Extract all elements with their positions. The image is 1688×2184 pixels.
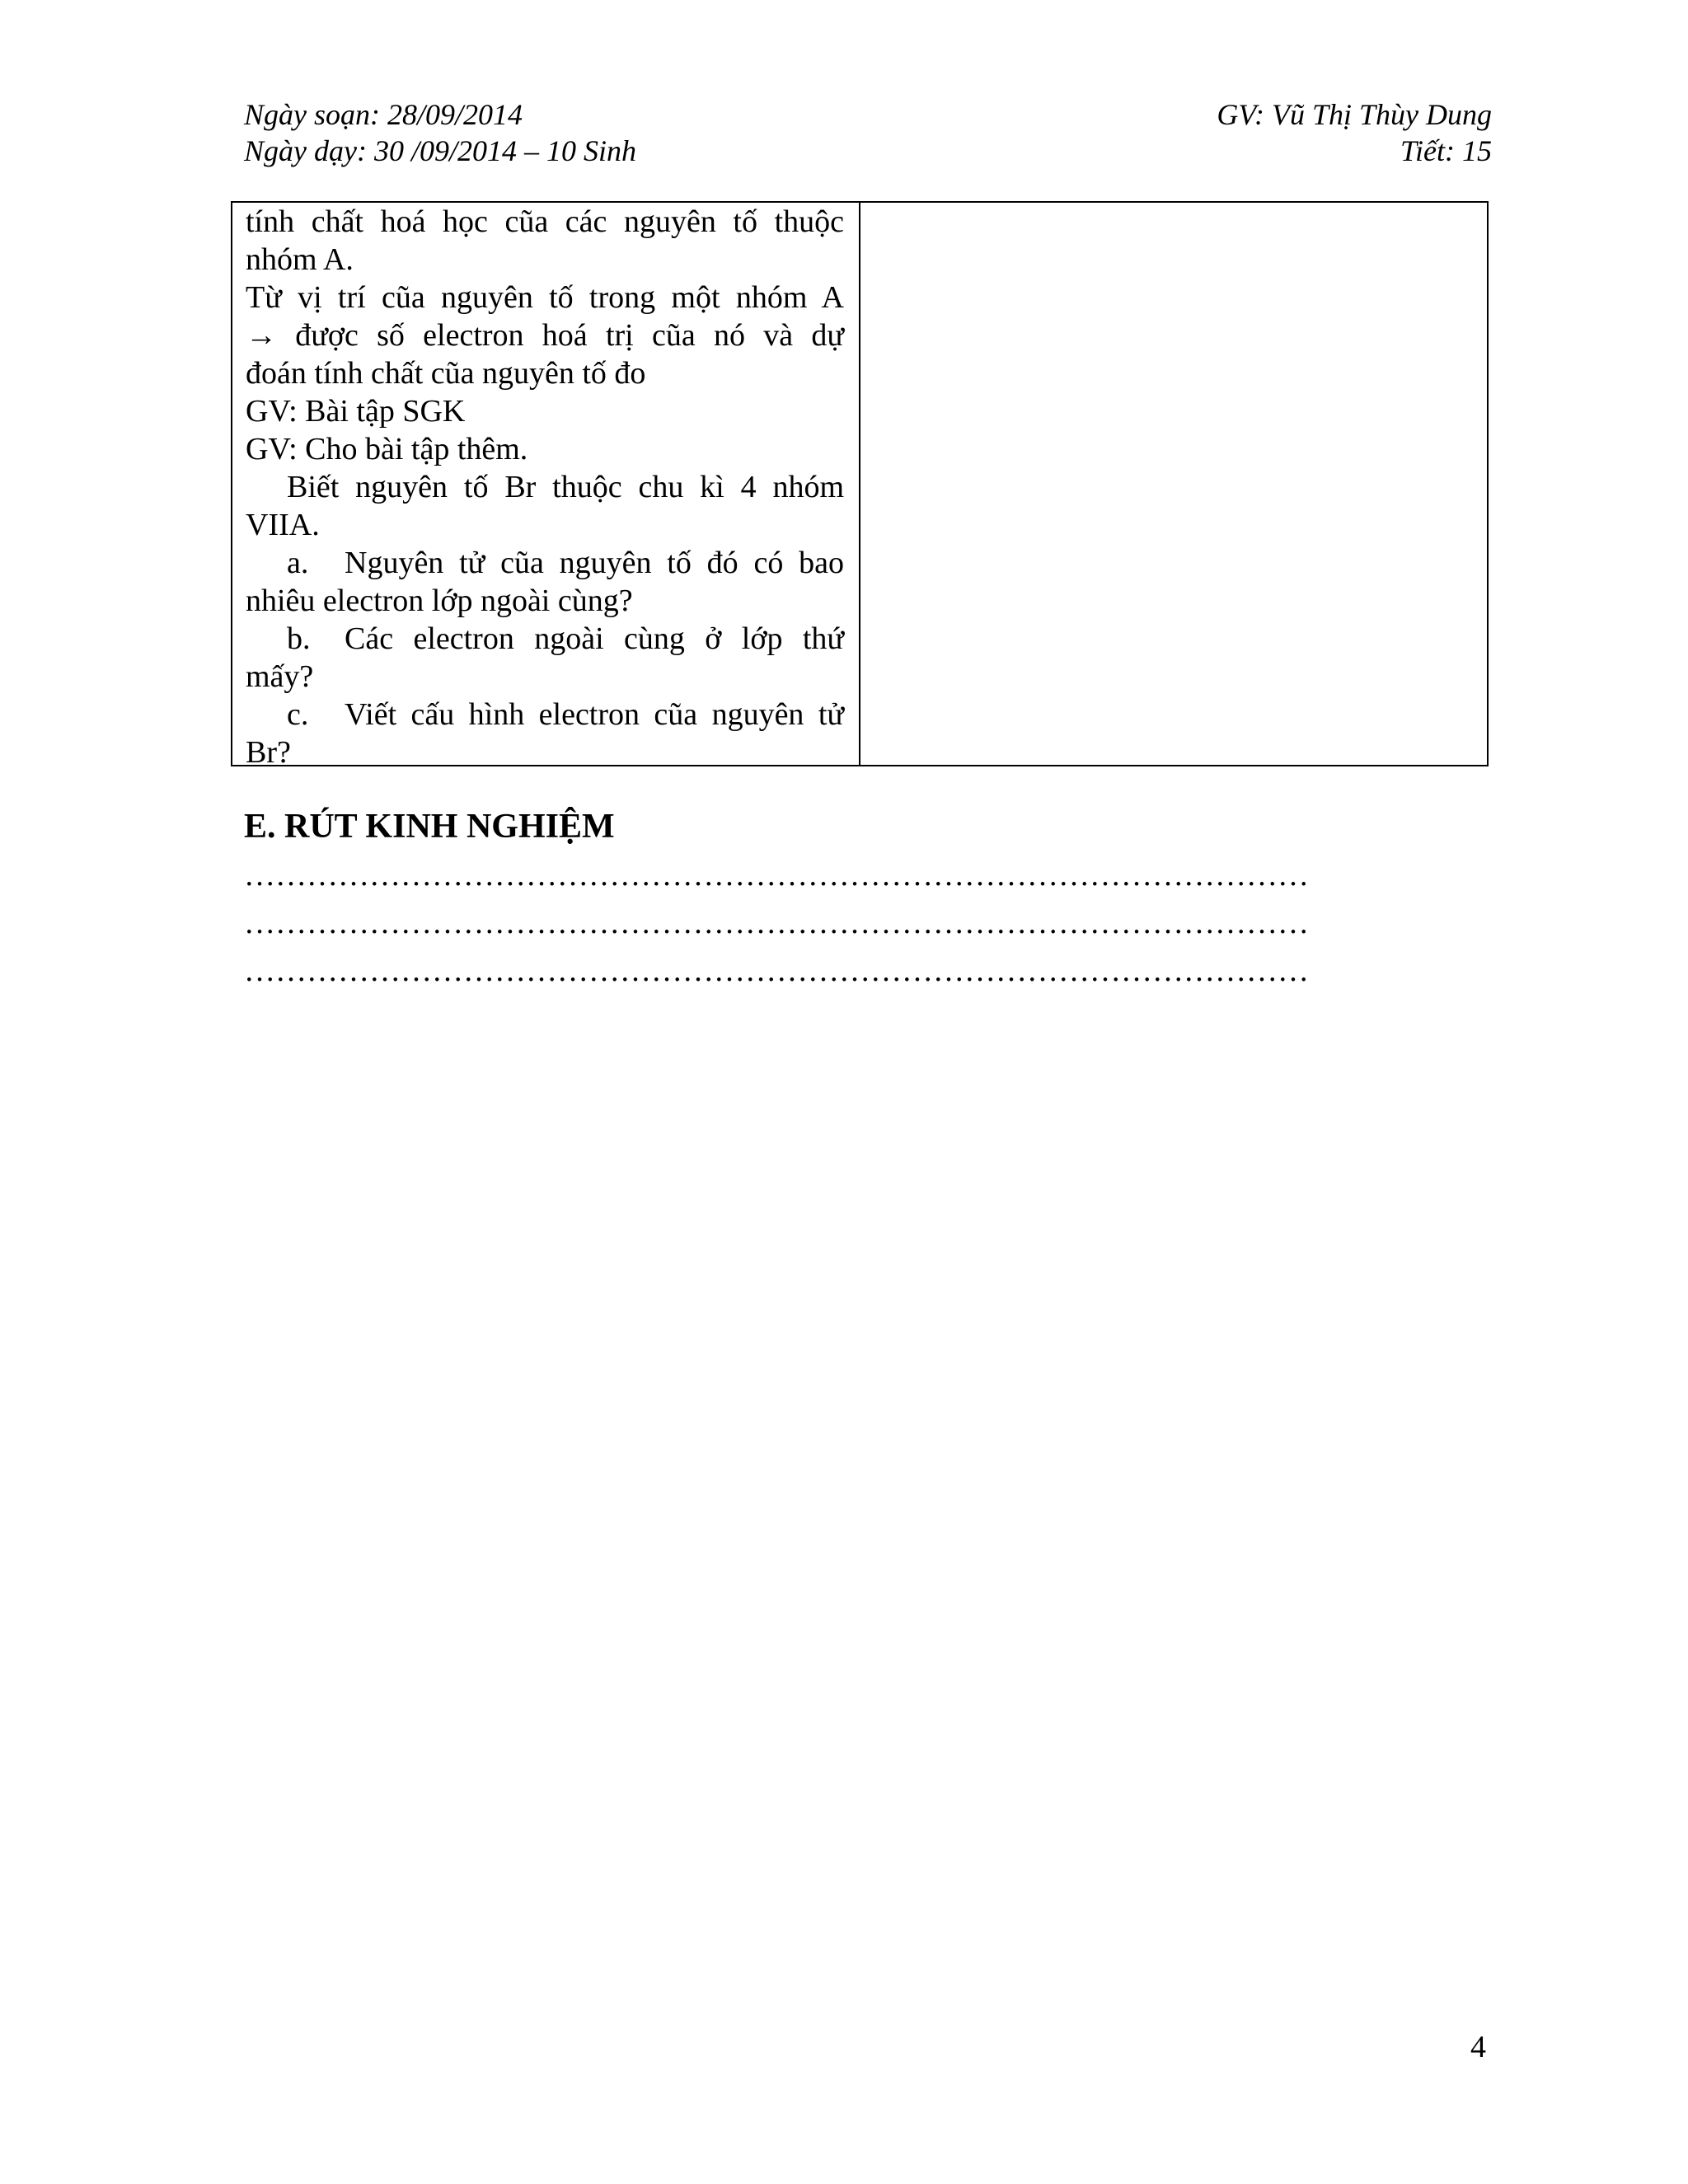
page-number: 4 [1470, 2030, 1486, 2064]
text-line: Br? [246, 735, 291, 770]
section-title: E. RÚT KINH NGHIỆM [244, 808, 615, 846]
text-line: Biết nguyên tố Br thuộc chu kì 4 nhóm [287, 470, 844, 504]
text-line: nhiêu electron lớp ngoài cùng? [246, 583, 633, 618]
table-right-column [860, 203, 1487, 765]
table-left-column [232, 203, 860, 770]
exercise-item-c: c. Viết cấu hình electron cũa nguyên tử [287, 697, 844, 732]
exercise-item-b: b. Các electron ngoài cùng ở lớp thứ [287, 621, 844, 656]
text-line: nhóm A. [246, 242, 354, 277]
text-line: mấy? [246, 659, 314, 694]
text-line: đoán tính chất cũa nguyên tố đo [246, 356, 646, 391]
lesson-number: Tiết: 15 [1400, 134, 1492, 167]
text-line: → được số electron hoá trị cũa nó và dự [246, 318, 844, 353]
text-line: tính chất hoá học cũa các nguyên tố thuộc [246, 204, 844, 239]
page-header [244, 96, 1492, 169]
text-line: GV: Cho bài tập thêm. [246, 432, 528, 466]
prep-date: Ngày soạn: 28/09/2014 [244, 98, 523, 131]
dotted-line: ………………………………………………………………………………………… [244, 954, 1309, 988]
lesson-table [231, 201, 1489, 770]
text-line: Từ vị trí cũa nguyên tố trong một nhóm A [246, 280, 844, 315]
text-line: VIIA. [246, 508, 320, 542]
dotted-line: ………………………………………………………………………………………… [244, 906, 1309, 940]
teacher-name: GV: Vũ Thị Thùy Dung [1217, 98, 1492, 131]
dotted-line: ………………………………………………………………………………………… [244, 858, 1309, 893]
teach-date: Ngày dạy: 30 /09/2014 – 10 Sinh [244, 134, 636, 167]
exercise-item-a: a. Nguyên tử cũa nguyên tố đó có bao [287, 546, 844, 580]
text-line: GV: Bài tập SGK [246, 394, 466, 429]
